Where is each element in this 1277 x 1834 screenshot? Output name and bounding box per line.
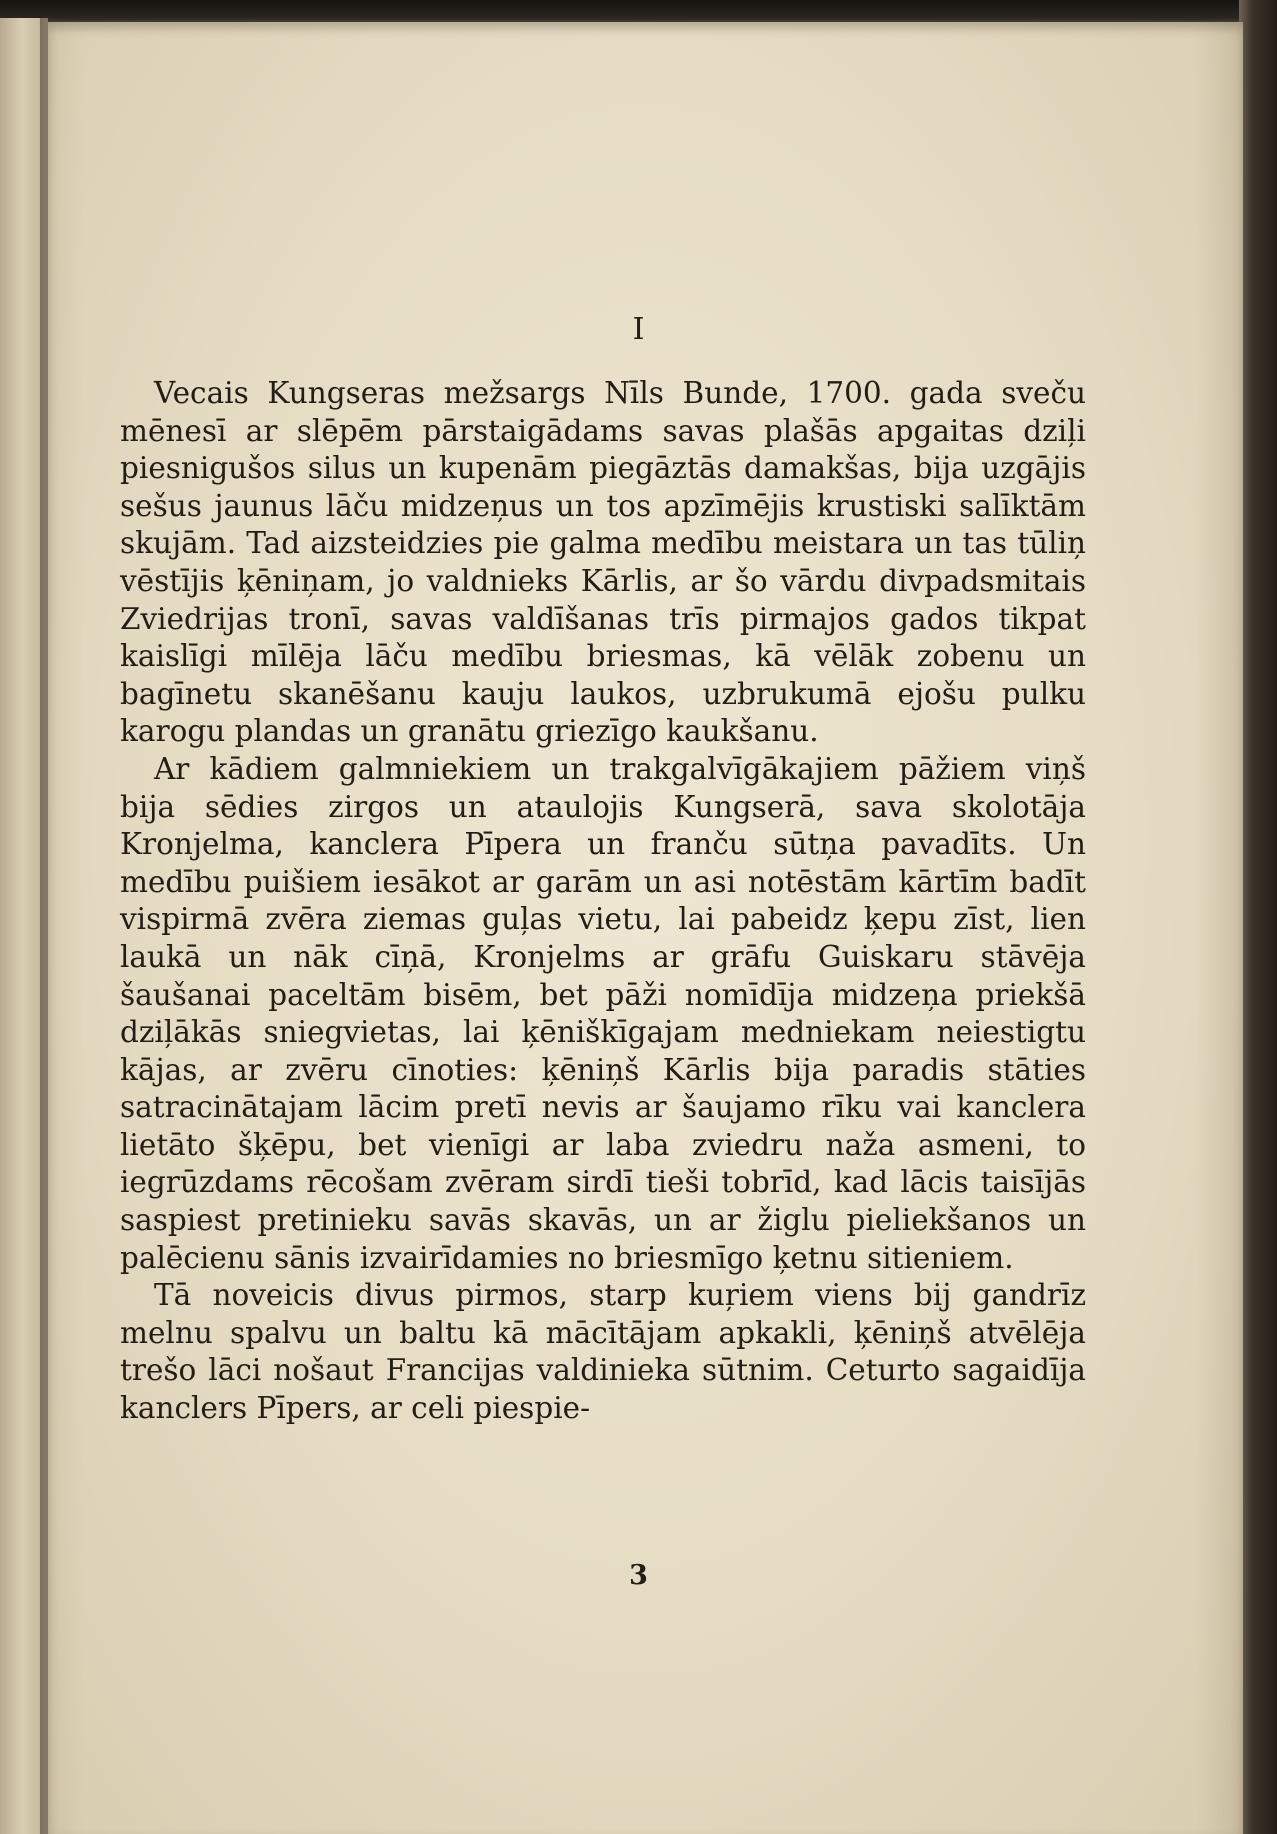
body-text <box>120 375 1086 1428</box>
paragraph-3: Tā noveicis divus pirmos, starp kuŗiem viens bij gandrīz melnu spalvu un baltu kā mācītājam apkakli, ķēniņš atvēlēja trešo lāci nošaut Francijas valdinieka sūtnim. Ceturto sagaidīja kanclers Pīpers, ar celi piespie- <box>120 1278 1086 1426</box>
page-number: 3 <box>629 1560 648 1591</box>
paragraph-1: Vecais Kungseras mežsargs Nīls Bunde, 1700. gada sveču mēnesī ar slēpēm pārstaigādams savas plašās apgaitas dziļi piesnigušos silus un kupenām piegāztās damakšas, bija uzgājis sešus jaunus lāču midzeņus un tos apzīmējis krustiski salīktām skujām. Tad aizsteidzies pie galma medību meistara un tas tūliņ vēstījis ķēniņam, jo valdnieks Kārlis, ar šo vārdu divpadsmitais Zviedrijas tronī, savas valdīšanas trīs pirmajos gados tikpat kaislīgi mīlēja lāču medību briesmas, kā vēlāk zobenu un bagīnetu skanēšanu kauju laukos, uzbrukumā ejošu pulku karogu plandas un granātu griezīgo kaukšanu. <box>120 376 1086 749</box>
book-cover-edge <box>1239 0 1277 1834</box>
paragraph-2: Ar kādiem galmniekiem un trakgalvīgākajiem pāžiem viņš bija sēdies zirgos un ataulojis Kungserā, sava skolotāja Kronjelma, kanclera Pīpera un franču sūtņa pavadīts. Un medību puišiem iesākot ar garām un asi notēstām kārtīm badīt vispirmā zvēra ziemas guļas vietu, lai pabeidz ķepu zīst, lien laukā un nāk cīņā, Kronjelms ar grāfu Guiskaru stāvēja šaušanai paceltām bisēm, bet pāži nomīdīja midzeņa priekšā dziļākās sniegvietas, lai ķēniškīgajam medniekam neiestigtu kājas, ar zvēru cīnoties: ķēniņš Kārlis bija paradis stāties satracinātajam lācim pretī nevis ar šaujamo rīku vai kanclera lietāto šķēpu, bet vienīgi ar laba zviedru naža asmeni, to iegrūzdams rēcošam zvēram sirdī tieši tobrīd, kad lācis taisījās saspiest pretinieku savās skavās, un ar žiglu pieliekšanos un palēcienu sānis izvairīdamies no briesmīgo ķetnu sitieniem. <box>120 751 1086 1275</box>
chapter-numeral: I <box>632 312 645 347</box>
